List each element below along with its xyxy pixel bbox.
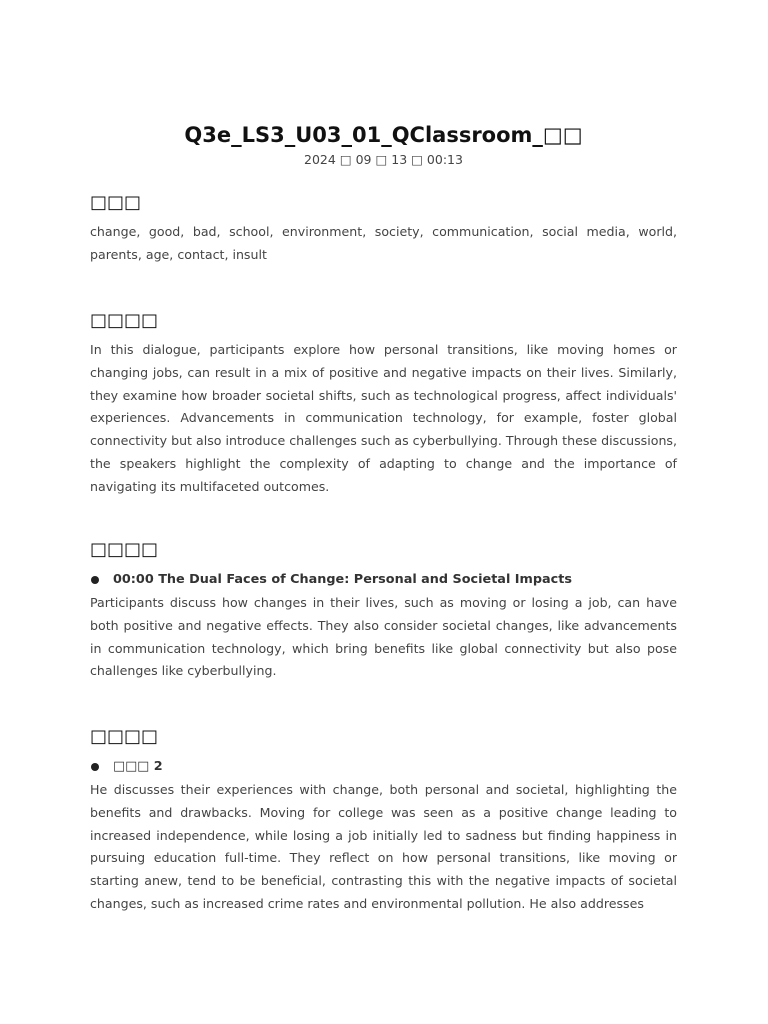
keywords-heading: □□□ xyxy=(90,192,142,213)
summary-heading: □□□□ xyxy=(90,310,159,331)
chapter-text: Participants discuss how changes in their lives, such as moving or losing a job, can have both positive and negative effects. They also consider societal changes, like advancements in communication technology, which bring benefits like global connectivity but also pose challenges like cyberbullying. xyxy=(90,595,677,679)
speaker-text: He discusses their experiences with change, both personal and societal, highlighting the benefits and drawbacks. Moving for college was seen as a positive change leading to increased independence, while losing a job initially led to sadness but finding happiness in pursuing education full-time. They reflect on how personal transitions, like moving or starting anew, tend to be beneficial, contrasting this with the negative impacts of societal changes, such as increased crime rates and environmental pollution. He also addresses xyxy=(90,782,677,911)
chapter-item xyxy=(90,570,677,590)
speaker-item xyxy=(90,757,677,777)
document-title: Q3e_LS3_U03_01_QClassroom_□□ xyxy=(184,123,583,148)
chapters-heading: □□□□ xyxy=(90,539,159,560)
chapter-title: 00:00 The Dual Faces of Change: Personal and Societal Impacts xyxy=(113,572,573,587)
keywords-text: change, good, bad, school, environment, society, communication, social media, world, parents, age, contact, insult xyxy=(90,224,677,262)
bullet-icon xyxy=(91,576,99,584)
summary-text: In this dialogue, participants explore how personal transitions, like moving homes or changing jobs, can result in a mix of positive and negative impacts on their lives. Similarly, they examine how broader societal shifts, such as technological progress, affect individuals' experiences. Advancements in communication technology, for example, foster global connectivity but also introduce challenges such as cyberbullying. Through these discussions, the speakers highlight the complexity of adapting to change and the importance of navigating its multifaceted outcomes. xyxy=(90,342,677,494)
document-datetime: 2024 □ 09 □ 13 □ 00:13 xyxy=(304,152,463,167)
bullet-icon xyxy=(91,763,99,771)
speaker-name: □□□ 2 xyxy=(113,759,163,774)
speakers-heading: □□□□ xyxy=(90,726,159,747)
